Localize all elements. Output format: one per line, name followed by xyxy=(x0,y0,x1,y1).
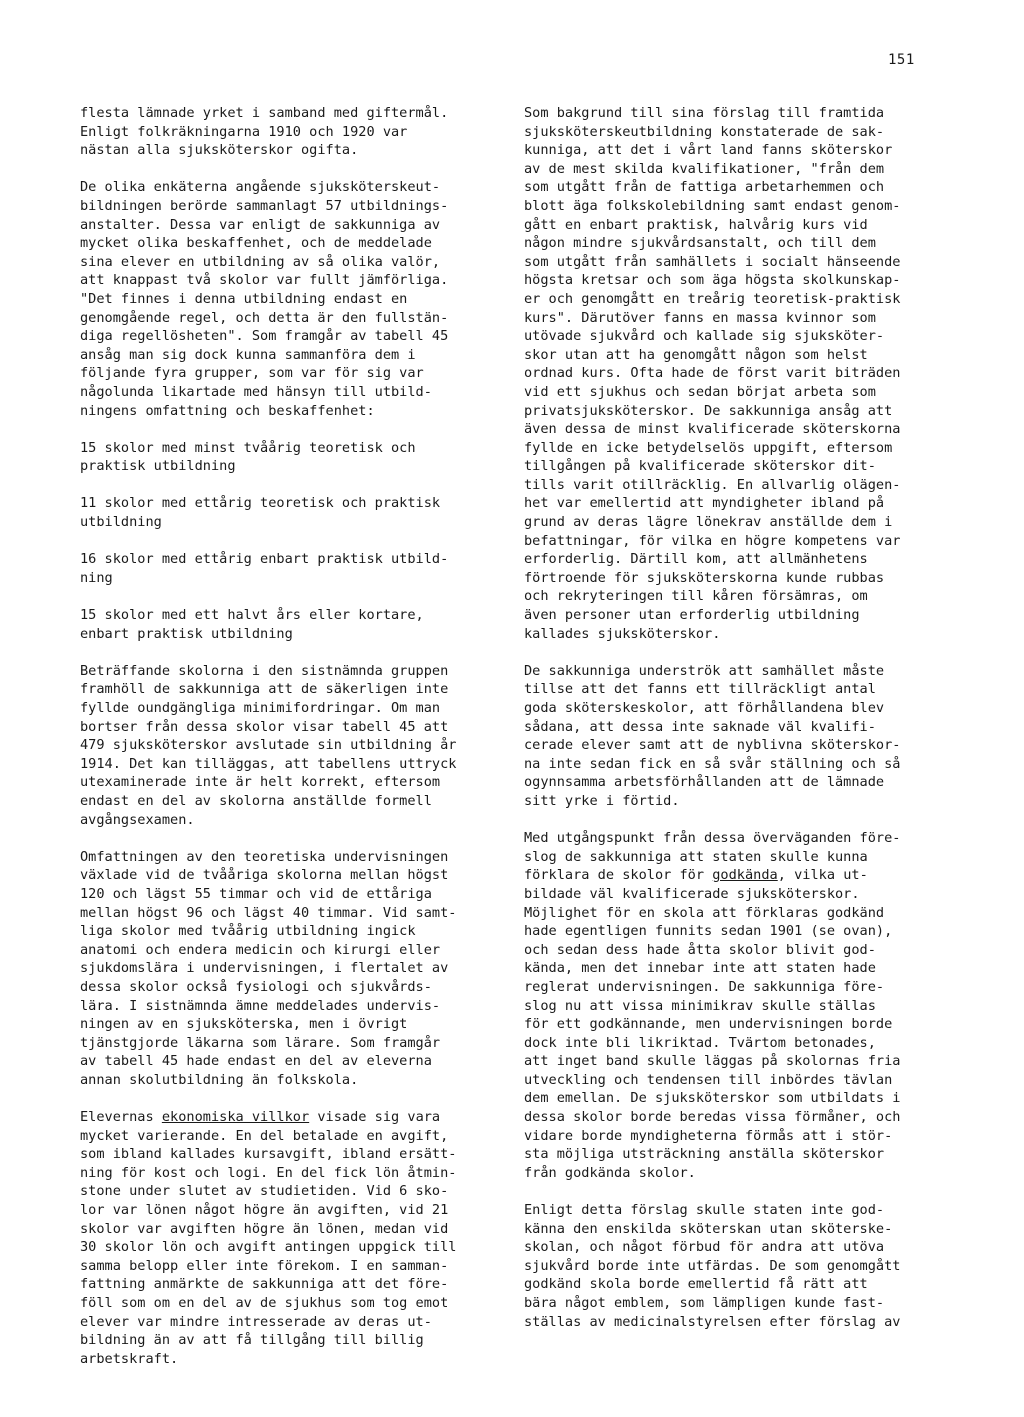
left-column xyxy=(80,104,520,1387)
underlined-term: ekonomiska villkor xyxy=(161,1109,310,1126)
text-run: Med utgångspunkt från dessa överväganden före- slog de sakkunniga att staten skulle kunna förklara de skolor för xyxy=(524,830,901,884)
list-item-group-4: 15 skolor med ett halvt års eller kortare, enbart praktisk utbildning xyxy=(80,607,424,642)
paragraph-surveys: De olika enkäterna angående sjuksköterskeut- bildningen berörde sammanlagt 57 utbildnings- anstalter. Dessa var enligt de sakkunniga av mycket olika beskaffenhet, och de meddelade sina elever en utbildning av så olika valör, att knappast två skolor var fullt jämförliga. "Det finnes i denna utbildning endast en genomgående regel, och detta är den fullstän- diga regellösheten". Som framgår av tabell 45 ansåg man sig dock kunna sammanföra dem i följande fyra grupper, som var för sig var någolunda likartade med hänsyn till utbild- ningens omfattning och beskaffenhet: xyxy=(80,179,449,419)
paragraph-marriage: flesta lämnade yrket i samband med giftermål. Enligt folkräkningarna 1910 och 1920 var nästan alla sjuksköterskor ogifta. xyxy=(80,105,449,159)
text-run: Elevernas xyxy=(80,1109,162,1126)
paragraph-economic-conditions xyxy=(80,1108,520,1368)
paragraph-theory-teaching: Omfattningen av den teoretiska undervisningen växlade vid de tvååriga skolorna mellan högst 120 och lägst 55 timmar och vid de ettåriga mellan högst 96 och lägst 40 timmar. Vid samt- liga skolor med tvåårig utbildning ingick anatomi och endera medicin och kirurgi eller sjukdomslära i undervisningen, i flertalet av dessa skolor också fysiologi och sjukvårds- lära. I sistnämnda ämne meddelades undervis- ningen av en sjuksköterska, men i övrigt tjänstgjorde läkarna som lärare. Som framgår av tabell 45 hade endast en del av eleverna annan skolutbildning än folkskola. xyxy=(80,848,457,1088)
underlined-term: godkända xyxy=(712,867,778,884)
text-run: , vilka ut- bildade väl kvalificerade sjuksköterskor. Möjlighet för en skola att förklaras godkänd hade egentligen funnits sedan 1901 (se ovan), och sedan dess hade åtta skolor blivit god- kända, men det innebar inte att staten hade reglerat undervisningen. De sakkunniga före- slog nu att vissa minimikrav skulle ställas för ett godkännande, men undervisningen borde dock inte bli likriktad. Tvärtom betonades, att inget band skulle läggas på skolornas fria utveckling och tendensen till inbördes tävlan dem emellan. De sjuksköterskor som utbildats i dessa skolor borde beredas vissa förmåner, och vidare borde myndigheterna förmås att i stör- sta möjliga utsträckning anställa sköterskor från godkända skolor. xyxy=(524,867,901,1181)
list-item-group-2: 11 skolor med ettårig teoretisk och praktisk utbildning xyxy=(80,495,441,531)
right-column xyxy=(524,104,954,1350)
list-item-group-1: 15 skolor med minst tvåårig teoretisk och praktisk utbildning xyxy=(80,439,416,475)
paragraph-approved-schools xyxy=(524,829,954,1182)
page-number: 151 xyxy=(888,52,915,68)
paragraph-background: Som bakgrund till sina förslag till framtida sjuksköterskeutbildning konstaterade de sak- kunniga, att det i vårt land fanns sköterskor av de mest skilda kvalifikationer, "från dem som utgått från de fattiga arbetarhemmen och blott äga folkskolebildning samt endast genom- gått en enbart praktisk, halvårig kurs vid någon mindre sjukvårdsanstalt, och till dem som utgått från samhällets i socialt hänseende högsta kretsar och som äga högsta skolkunskap- er och genomgått en treårig teoretisk-praktisk kurs". Därutöver fanns en massa kvinnor som utövade sjukvård och kallade sig sjuksköter- skor utan att ha genomgått någon som helst ordnad kurs. Ofta hade de först varit biträden vid ett sjukhus och sedan börjat arbeta som privatsjuksköterskor. De sakkunniga ansåg att även dessa de minst kvalificerade sköterskorna fyllde en icke betydelselös uppgift, eftersom tillgången på kvalificerade sköterskor dit- tills varit otillräcklig. En allvarlig olägen- het var emellertid att myndigheter ibland på grund av deras lägre lönekrav anställde dem i befattningar, för vilka en högre kompetens var erforderlig. Därtill kom, att allmänhetens förtroende för sjuksköterskorna kunde rubbas och rekryteringen till kåren försämras, om även personer utan erforderlig utbildning kallades sjuksköterskor. xyxy=(524,105,901,642)
text-run: visade sig vara mycket varierande. En del betalade en avgift, som ibland kallades kursavgift, ibland ersätt- ning för kost och logi. En del fick lön åtmin- stone under slutet av studietiden. Vid 6 sko- lor var lönen något högre än avgiften, vid 21 skolor var avgiften högre än lönen, medan vid 30 skolor lön och avgift antingen uppgick till samma belopp eller inte förekom. I en samman- fattning anmärkte de sakkunniga att det före- föll som om en del av de sjukhus som tog emot elever var mindre intresserade av deras ut- bildning än av att få tillgång till billig arbetskraft. xyxy=(80,1109,457,1367)
paragraph-proposal: Enligt detta förslag skulle staten inte god- känna den enskilda sköterskan utan sköterske- skolan, och något förbud för andra att utöva sjukvård borde inte utfärdas. De som genomgått godkänd skola borde emellertid få rätt att bära något emblem, som lämpligen kunde fast- ställas av medicinalstyrelsen efter förslag av xyxy=(524,1202,901,1330)
paragraph-society-duty: De sakkunniga underströk att samhället måste tillse att det fanns ett tillräckligt antal goda sköterskeskolor, att förhållandena blev sådana, att dessa inte saknade väl kvalifi- cerade elever samt att de nyblivna sköterskor- na inte sedan fick en så svår ställning och så ogynnsamma arbetsförhållanden att de lämnade sitt yrke i förtid. xyxy=(524,662,901,809)
list-item-group-3: 16 skolor med ettårig enbart praktisk utbild- ning xyxy=(80,551,449,586)
paragraph-last-group: Beträffande skolorna i den sistnämnda gruppen framhöll de sakkunniga att de säkerligen inte fyllde oundgängliga minimifordringar. Om man bortser från dessa skolor visar tabell 45 att 479 sjuksköterskor avslutade sin utbildning år 1914. Det kan tilläggas, att tabellens uttryck utexaminerade inte är helt korrekt, eftersom endast en del av skolorna anställde formell avgångsexamen. xyxy=(80,662,457,828)
